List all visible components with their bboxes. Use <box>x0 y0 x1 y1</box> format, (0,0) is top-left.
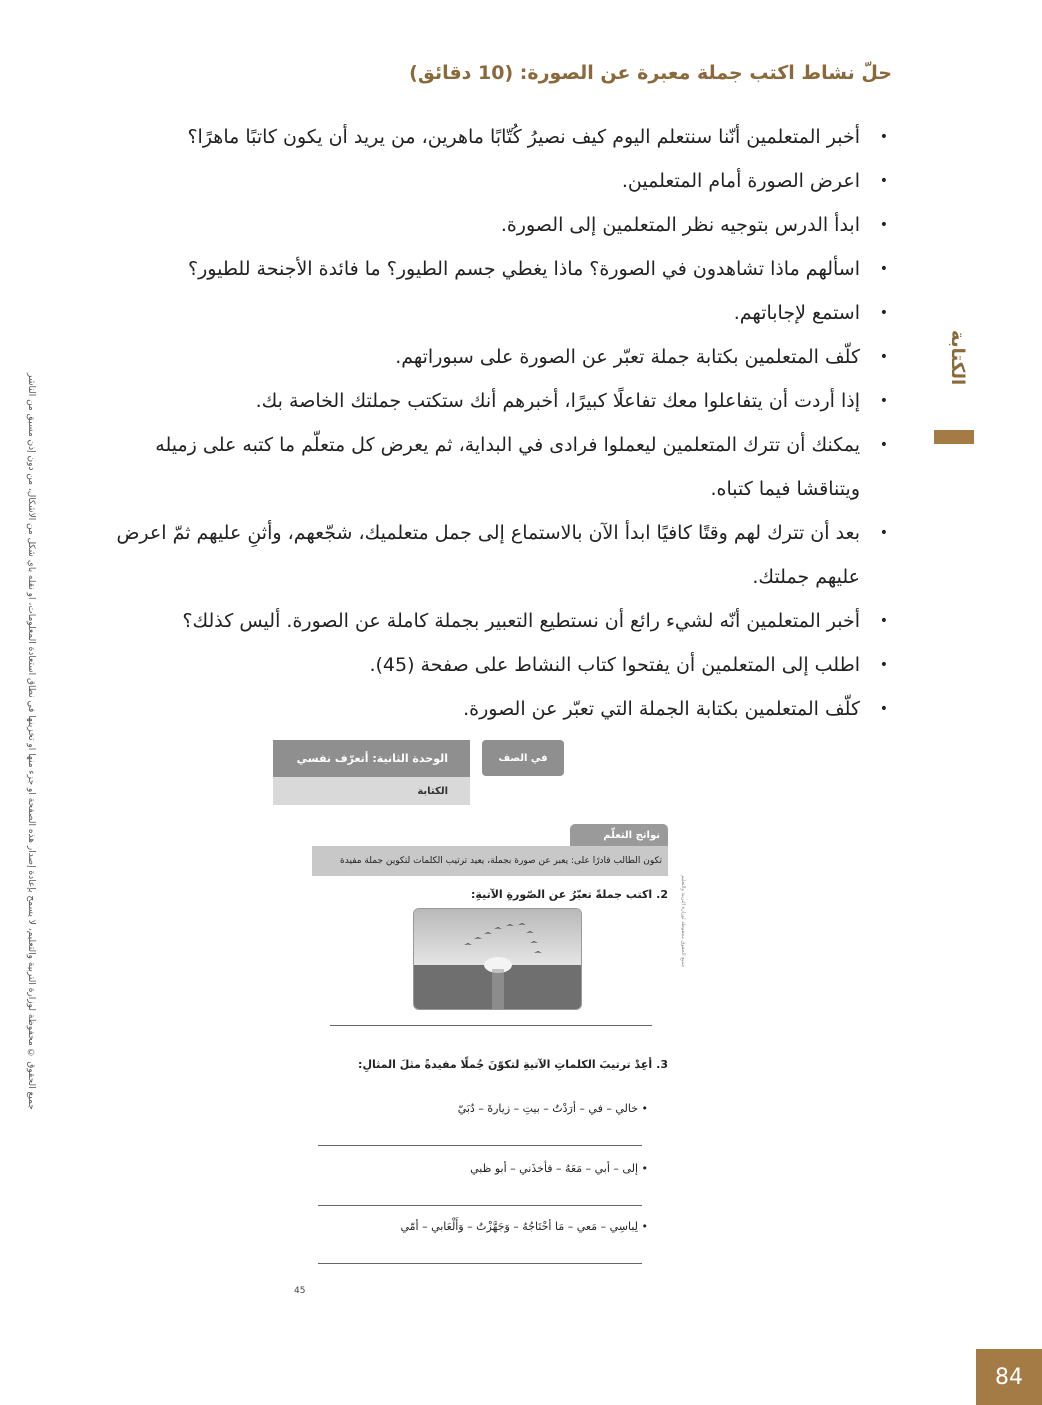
list-item: • اعرض الصورة أمام المتعلمين. <box>102 159 892 203</box>
textbook-fine-print: جميع الحقوق محفوظة لوزارة التربية والتعليم <box>680 875 686 968</box>
side-tab-label: الكتابة <box>947 330 968 386</box>
textbook-page-image <box>270 740 690 1300</box>
list-item: • إذا أردت أن يتفاعلوا معك تفاعلًا كبيرًا، أخبرهم أنك ستكتب جملتك الخاصة بك. <box>102 379 892 423</box>
question-2: 2.اكتب جملةً تعبّرُ عن الصّورةِ الآتيةِ: <box>471 888 668 901</box>
question-3: 3.أعِدْ ترتيبَ الكلماتِ الآتيةِ لتكوّنَ جُملًا مفيدةً مثلَ المثالِ: <box>358 1058 668 1071</box>
answer-line <box>318 1205 642 1206</box>
list-item: • اسألهم ماذا تشاهدون في الصورة؟ ماذا يغطي جسم الطيور؟ ما فائدة الأجنحة للطيور؟ <box>102 247 892 291</box>
activity-heading: حلّ نشاط اكتب جملة معبرة عن الصورة: (10 دقائق) <box>409 62 892 84</box>
bullet-icon: • <box>879 261 888 277</box>
list-item: • بعد أن تترك لهم وقتًا كافيًا ابدأ الآن بالاستماع إلى جمل متعلميك، شجّعهم، وأثنِ عليهم ثمّ اعرض عليهم جملتك. <box>102 511 892 599</box>
answer-line <box>318 1145 642 1146</box>
textbook-unit-header: الوحدة الثانية: أتعرّف نفسي <box>273 740 470 777</box>
bullet-icon: • <box>879 305 888 321</box>
instructions-list <box>102 115 892 731</box>
birds-sunset-photo <box>413 908 582 1010</box>
learning-outcomes-band: تكون الطالب قادرًا على: يعبر عن صورة بجملة، يعيد ترتيب الكلمات لتكوين جملة مفيدة <box>312 846 668 876</box>
answer-line <box>330 1025 652 1026</box>
list-item: • كلّف المتعلمين بكتابة الجملة التي تعبّر عن الصورة. <box>102 687 892 731</box>
bullet-icon: • <box>879 701 888 717</box>
textbook-side-header: في الصف <box>482 740 564 776</box>
list-item: • أخبر المتعلمين أنّنا سنتعلم اليوم كيف نصيرُ كُتّابًا ماهرين، من يريد أن يكون كاتبًا ماهرًا؟ <box>102 115 892 159</box>
bullet-icon: • <box>879 525 888 541</box>
bullet-icon: • <box>879 393 888 409</box>
word-order-item: • لِباسِي – مَعي – مَا أحْتَاجُهُ – وَجَهَّزْتُ – وَأَلْعَابي – أمّي <box>400 1220 648 1233</box>
list-item: • استمع لإجاباتهم. <box>102 291 892 335</box>
bullet-icon: • <box>879 349 888 365</box>
textbook-page-number: 45 <box>294 1286 306 1296</box>
list-item: • ابدأ الدرس بتوجيه نظر المتعلمين إلى الصورة. <box>102 203 892 247</box>
bullet-icon: • <box>879 437 888 453</box>
list-item: • كلّف المتعلمين بكتابة جملة تعبّر عن الصورة على سبوراتهم. <box>102 335 892 379</box>
copyright-notice: جميع الحقوق © محفوظة لوزارة التربية والتعليم، لا يسمح بإعادة إصدار هذه الصفحة أو جزء منها أو تخزينها في نطاق استعادة المعلومات، أو نقله بأي شكل من الأشكال، من دون إذن مسبق من الناشر <box>26 373 36 1110</box>
page-number: 84 <box>976 1349 1042 1405</box>
bullet-icon: • <box>879 173 888 189</box>
side-tab-bar <box>934 430 974 444</box>
list-item: • اطلب إلى المتعلمين أن يفتحوا كتاب النشاط على صفحة (45). <box>102 643 892 687</box>
bullet-icon: • <box>879 217 888 233</box>
list-item: • يمكنك أن تترك المتعلمين ليعملوا فرادى في البداية، ثم يعرض كل متعلّم ما كتبه على زميله ويتناقشا فيما كتباه. <box>102 423 892 511</box>
list-item: • أخبر المتعلمين أنّه لشيء رائع أن نستطيع التعبير بجملة كاملة عن الصورة. أليس كذلك؟ <box>102 599 892 643</box>
bullet-icon: • <box>879 657 888 673</box>
learning-outcomes-tag: نواتج التعلّم <box>570 824 668 846</box>
bullet-icon: • <box>879 613 888 629</box>
word-order-item: • خالي – في – أرَدْتُ – بيتِ – زيارةَ – دُبَيّ <box>457 1102 648 1115</box>
textbook-subheader: الكتابة <box>273 777 470 805</box>
bullet-icon: • <box>879 129 888 145</box>
section-side-tab <box>934 330 974 440</box>
word-order-item: • إلى – أبي – مَعَهُ – فأخذَني – أبو ظبي <box>470 1162 648 1175</box>
answer-line <box>318 1263 642 1264</box>
